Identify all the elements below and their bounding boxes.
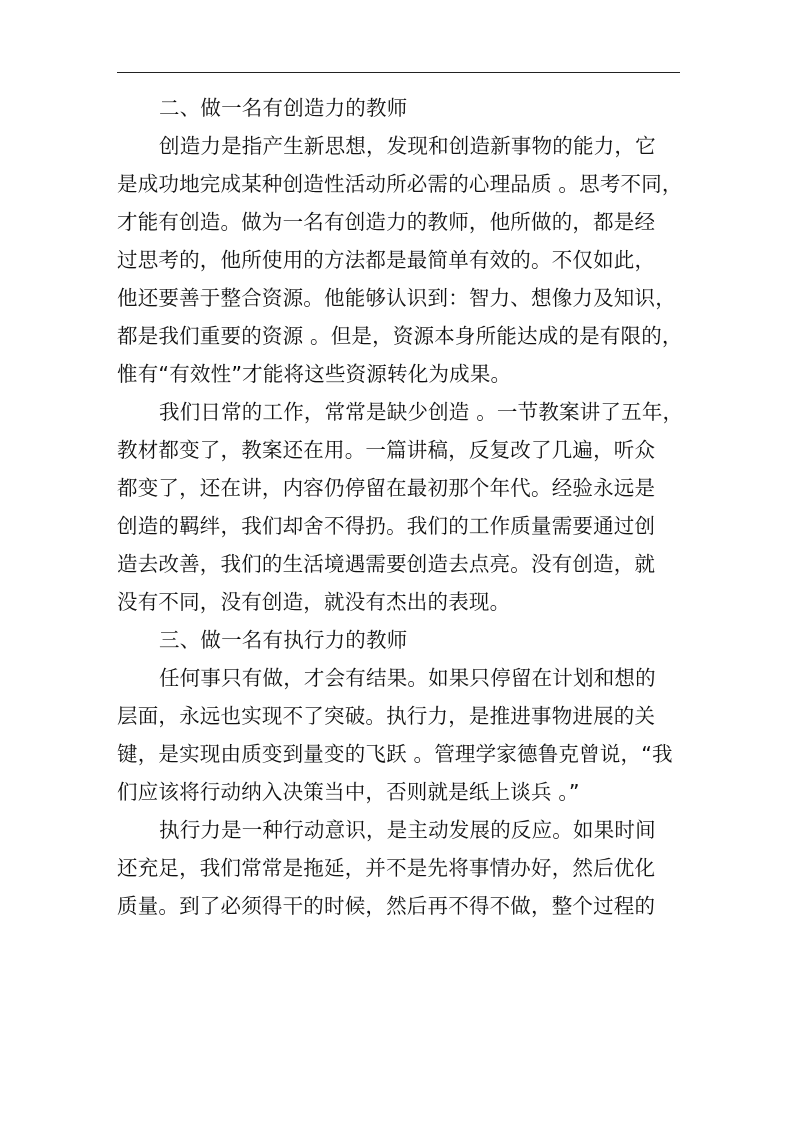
paragraph-line: 都是我们重要的资源 。但是，资源本身所能达成的是有限的， [117,324,683,348]
paragraph-line: 还充足，我们常常是拖延，并不是先将事情办好，然后优化 [117,856,656,880]
paragraph-line: 教材都变了，教案还在用。一篇讲稿，反复改了几遍，听众 [117,438,656,462]
section-heading: 三、做一名有执行力的教师 [159,628,408,652]
paragraph-line: 我们日常的工作，常常是缺少创造 。一节教案讲了五年， [159,400,684,424]
paragraph-line: 没有不同，没有创造，就没有杰出的表现。 [117,590,511,614]
paragraph-line: 执行力是一种行动意识，是主动发展的反应。如果时间 [159,818,656,842]
paragraph-line: 质量。到了必须得干的时候，然后再不得不做，整个过程的 [117,894,656,918]
section-heading: 二、做一名有创造力的教师 [159,96,408,120]
paragraph-line: 层面，永远也实现不了突破。执行力，是推进事物进展的关 [117,704,656,728]
paragraph-line: 他还要善于整合资源。他能够认识到：智力、想像力及知识， [117,286,676,310]
paragraph-line: 才能有创造。做为一名有创造力的教师，他所做的，都是经 [117,210,656,234]
paragraph-line: 创造力是指产生新思想，发现和创造新事物的能力，它 [159,134,656,158]
document-body [117,89,684,925]
paragraph-line: 是成功地完成某种创造性活动所必需的心理品质 。思考不同， [117,172,683,196]
header-rule [117,72,680,73]
paragraph-line: 任何事只有做，才会有结果。如果只停留在计划和想的 [159,666,656,690]
paragraph-line: 们应该将行动纳入决策当中，否则就是纸上谈兵 。” [117,780,580,804]
paragraph-line: 键，是实现由质变到量变的飞跃 。管理学家德鲁克曾说，“我 [117,742,673,766]
paragraph-line: 创造的羁绊，我们却舍不得扔。我们的工作质量需要通过创 [117,514,656,538]
paragraph-line: 都变了，还在讲，内容仍停留在最初那个年代。经验永远是 [117,476,656,500]
paragraph-line: 造去改善，我们的生活境遇需要创造去点亮。没有创造，就 [117,552,656,576]
paragraph-line: 惟有“有效性”才能将这些资源转化为成果。 [117,362,512,386]
paragraph-line: 过思考的，他所使用的方法都是最简单有效的。不仅如此， [117,248,656,272]
